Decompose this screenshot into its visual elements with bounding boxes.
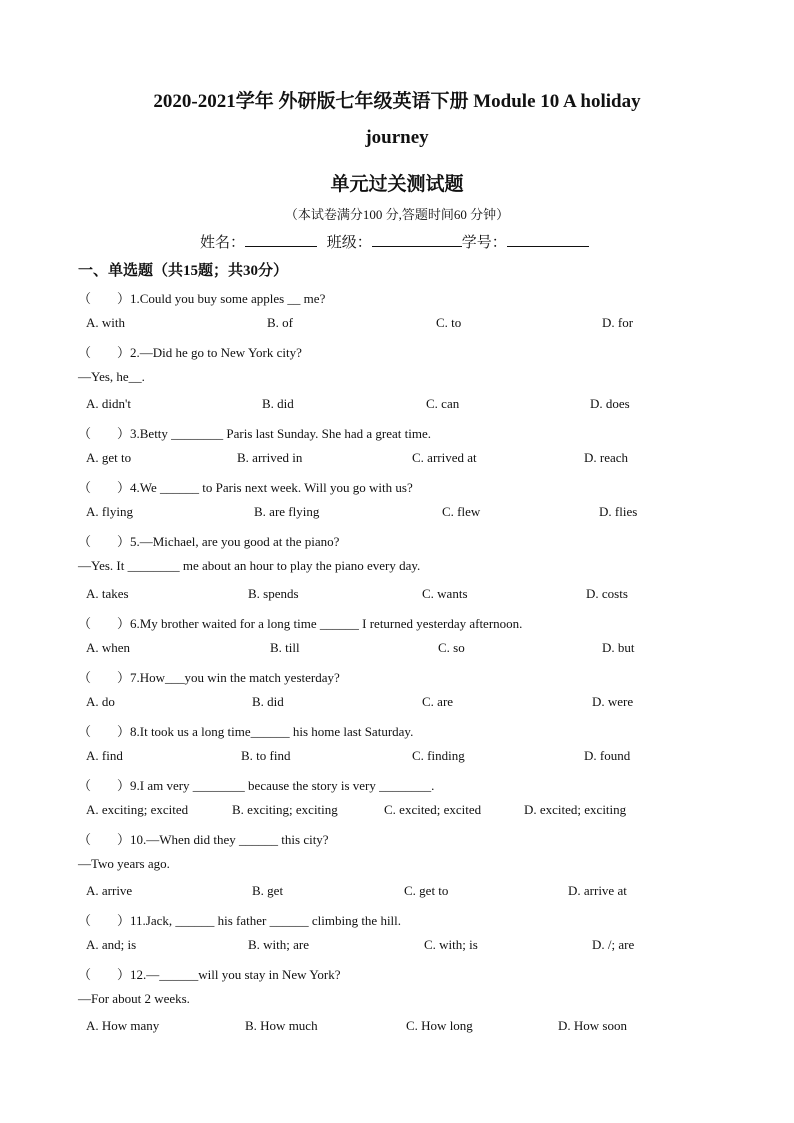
question-answer-line: —For about 2 weeks. [78,991,190,1006]
option-d[interactable]: D. were [592,694,634,709]
option-d[interactable]: D. reach [584,450,629,465]
option-c[interactable]: C. with; is [424,937,478,952]
question-stem: （ ）12.—______will you stay in New York? [78,967,341,982]
question-stem: （ ）3.Betty ________ Paris last Sunday. She had a great time. [78,426,431,441]
option-b[interactable]: B. did [262,396,294,411]
question-stem: （ ）8.It took us a long time______ his home last Saturday. [78,724,414,739]
option-d[interactable]: D. /; are [592,937,635,952]
option-b[interactable]: B. to find [241,748,291,763]
title-line-2: journey [365,127,429,148]
option-a[interactable]: A. takes [86,586,129,601]
option-b[interactable]: B. are flying [254,504,320,519]
option-b[interactable]: B. exciting; exciting [232,802,338,817]
option-b[interactable]: B. spends [248,586,299,601]
option-c[interactable]: C. How long [406,1018,473,1033]
question-answer-line: —Yes, he__. [78,369,145,384]
option-a[interactable]: A. How many [86,1018,160,1033]
option-b[interactable]: B. till [270,640,300,655]
option-c[interactable]: C. get to [404,883,449,898]
option-a[interactable]: A. do [86,694,115,709]
option-d[interactable]: D. but [602,640,635,655]
option-b[interactable]: B. How much [245,1018,318,1033]
question-stem: （ ）10.—When did they ______ this city? [78,832,329,847]
class-label: 班级： [326,235,372,251]
option-a[interactable]: A. flying [86,504,133,519]
option-a[interactable]: A. and; is [86,937,137,952]
question-answer-line: —Yes. It ________ me about an hour to play the piano every day. [78,558,421,573]
exam-note: （本试卷满分100 分,答题时间60 分钟） [284,207,510,222]
option-d[interactable]: D. found [584,748,631,763]
option-c[interactable]: C. finding [412,748,465,763]
id-label: 学号： [461,235,507,251]
option-d[interactable]: D. flies [599,504,638,519]
name-blank[interactable] [245,232,317,247]
question-stem: （ ）11.Jack, ______ his father ______ climbing the hill. [78,913,402,928]
student-info [200,231,589,252]
question-stem: （ ）2.—Did he go to New York city? [78,345,302,360]
option-c[interactable]: C. can [426,396,460,411]
option-d[interactable]: D. How soon [558,1018,627,1033]
question-stem: （ ）4.We ______ to Paris next week. Will you go with us? [78,480,413,495]
question-stem: （ ）7.How___you win the match yesterday? [78,670,340,685]
option-c[interactable]: C. are [422,694,454,709]
option-c[interactable]: C. excited; excited [384,802,482,817]
question-stem: （ ）6.My brother waited for a long time ______ I returned yesterday afternoon. [78,616,523,631]
section-title: 一、单选题（共15题；共30分） [78,263,289,279]
question-stem: （ ）5.—Michael, are you good at the piano? [78,534,340,549]
option-a[interactable]: A. with [86,315,125,330]
option-c[interactable]: C. wants [422,586,468,601]
option-d[interactable]: D. arrive at [568,883,627,898]
option-b[interactable]: B. of [267,315,293,330]
option-c[interactable]: C. flew [442,504,481,519]
name-label: 姓名： [200,235,246,251]
option-a[interactable]: A. when [86,640,131,655]
option-c[interactable]: C. to [436,315,462,330]
option-b[interactable]: B. get [252,883,284,898]
class-blank[interactable] [372,232,462,247]
option-d[interactable]: D. costs [586,586,628,601]
option-a[interactable]: A. arrive [86,883,133,898]
option-a[interactable]: A. find [86,748,123,763]
option-a[interactable]: A. didn't [86,396,131,411]
option-b[interactable]: B. with; are [248,937,310,952]
option-a[interactable]: A. exciting; excited [86,802,189,817]
option-a[interactable]: A. get to [86,450,132,465]
option-c[interactable]: C. so [438,640,465,655]
option-d[interactable]: D. for [602,315,634,330]
title-line-3: 单元过关测试题 [330,174,464,195]
question-answer-line: —Two years ago. [78,856,170,871]
option-d[interactable]: D. excited; exciting [524,802,627,817]
option-b[interactable]: B. did [252,694,284,709]
option-c[interactable]: C. arrived at [412,450,477,465]
question-stem: （ ）9.I am very ________ because the story is very ________. [78,778,435,793]
question-stem: （ ）1.Could you buy some apples __ me? [78,291,326,306]
title-line-1: 2020-2021学年 外研版七年级英语下册 Module 10 A holiday [153,91,641,112]
option-b[interactable]: B. arrived in [237,450,303,465]
option-d[interactable]: D. does [590,396,630,411]
id-blank[interactable] [507,232,589,247]
